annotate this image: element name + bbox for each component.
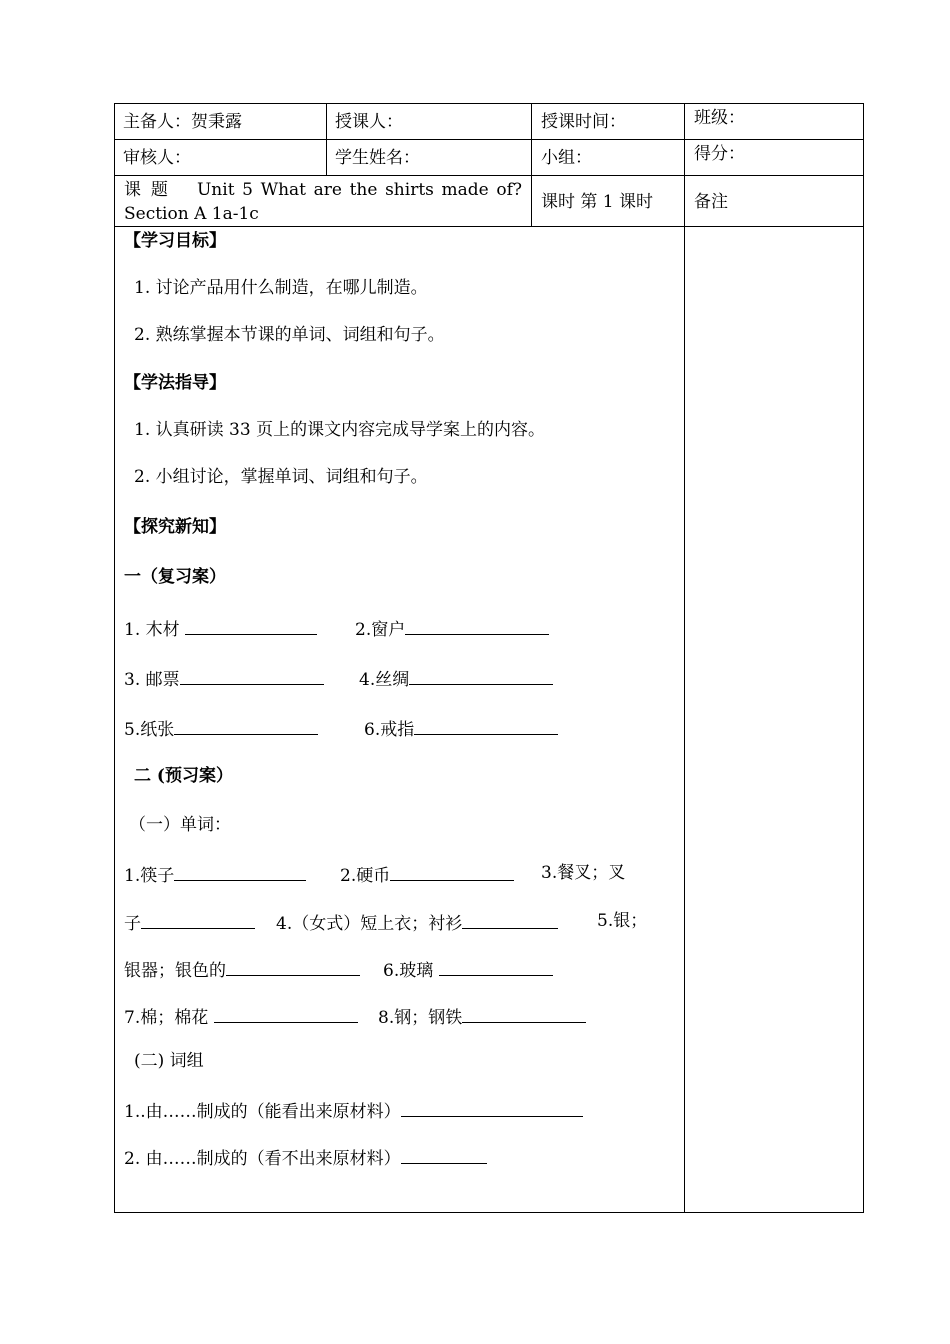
words-heading: （一）单词： [129,815,231,835]
method-item: 2. 小组讨论，掌握单词、词组和句子。 [134,467,428,487]
item-label: 5.纸张 [124,720,175,740]
worksheet-table [114,103,864,1213]
phrases-heading: (二) 词组 [134,1051,204,1071]
score-cell: 得分： [694,144,745,164]
phrase-item [124,1145,487,1170]
review-item-wood [124,616,317,641]
answer-blank[interactable] [141,910,255,929]
word-silver: 5.银； [597,911,648,931]
word-fork-cont [124,910,255,935]
column-divider [684,104,685,1212]
item-label: 8.钢；钢铁 [378,1008,463,1028]
explore-heading: 【探究新知】 [124,517,226,537]
answer-blank[interactable] [462,1004,586,1023]
goals-heading: 【学习目标】 [124,231,226,251]
answer-blank[interactable] [405,616,549,635]
item-label: 银器；银色的 [124,961,226,981]
answer-blank[interactable] [409,666,553,685]
item-label: 2. 由……制成的（看不出来原材料） [124,1149,401,1169]
period-cell: 课时 第 1 课时 [541,192,654,212]
word-chopsticks [124,862,306,887]
goal-item: 1. 讨论产品用什么制造，在哪儿制造。 [134,278,428,298]
topic-title: 课 题 Unit 5 What are the shirts made of? [124,180,522,200]
item-label: 1.筷子 [124,866,175,886]
word-fork: 3.餐叉；叉 [541,863,626,883]
answer-blank[interactable] [462,910,558,929]
group-cell: 小组： [541,148,592,168]
answer-blank[interactable] [390,862,514,881]
answer-blank[interactable] [174,862,306,881]
word-blouse [276,910,558,935]
word-coin [340,862,514,887]
review-item-ring [364,716,558,741]
answer-blank[interactable] [185,616,317,635]
item-label: 7.棉；棉花 [124,1008,209,1028]
row-divider [115,226,863,227]
answer-blank[interactable] [226,957,360,976]
item-label: 3. 邮票 [124,670,180,690]
method-heading: 【学法指导】 [124,373,226,393]
item-label: 4.（女式）短上衣；衬衫 [276,914,463,934]
row-divider [115,175,863,176]
word-steel [378,1004,586,1029]
method-item: 1. 认真研读 33 页上的课文内容完成导学案上的内容。 [134,420,546,440]
goal-item: 2. 熟练掌握本节课的单词、词组和句子。 [134,325,445,345]
preview-heading: 二 (预习案） [134,766,233,786]
column-divider [531,104,532,226]
item-label: 2.硬币 [340,866,391,886]
topic-section: Section A 1a-1c [124,204,259,224]
phrase-item [124,1098,583,1123]
teacher-cell: 授课人： [335,112,403,132]
review-item-window [355,616,549,641]
item-label: 6.戒指 [364,720,415,740]
item-label: 1. 木材 [124,620,180,640]
answer-blank[interactable] [180,666,324,685]
lesson-time-cell: 授课时间： [541,112,626,132]
answer-blank[interactable] [214,1004,358,1023]
item-label: 6.玻璃 [383,961,434,981]
item-label: 子 [124,914,141,934]
item-label: 1..由……制成的（能看出来原材料） [124,1102,401,1122]
review-item-stamp [124,666,324,691]
answer-blank[interactable] [439,957,553,976]
answer-blank[interactable] [174,716,318,735]
row-divider [115,139,863,140]
word-glass [383,957,553,982]
student-name-cell: 学生姓名： [335,148,420,168]
answer-blank[interactable] [401,1145,487,1164]
reviewer-cell: 审核人： [123,148,191,168]
answer-blank[interactable] [401,1098,583,1117]
preparer-cell: 主备人：贺秉露 [123,112,242,132]
item-label: 2.窗户 [355,620,406,640]
item-label: 4.丝绸 [359,670,410,690]
notes-cell: 备注 [694,192,728,212]
class-cell: 班级： [694,108,745,128]
column-divider [326,104,327,175]
review-item-paper [124,716,318,741]
review-item-silk [359,666,553,691]
answer-blank[interactable] [414,716,558,735]
word-cotton [124,1004,358,1029]
word-silver-cont [124,957,360,982]
review-heading: 一（复习案） [124,567,226,587]
